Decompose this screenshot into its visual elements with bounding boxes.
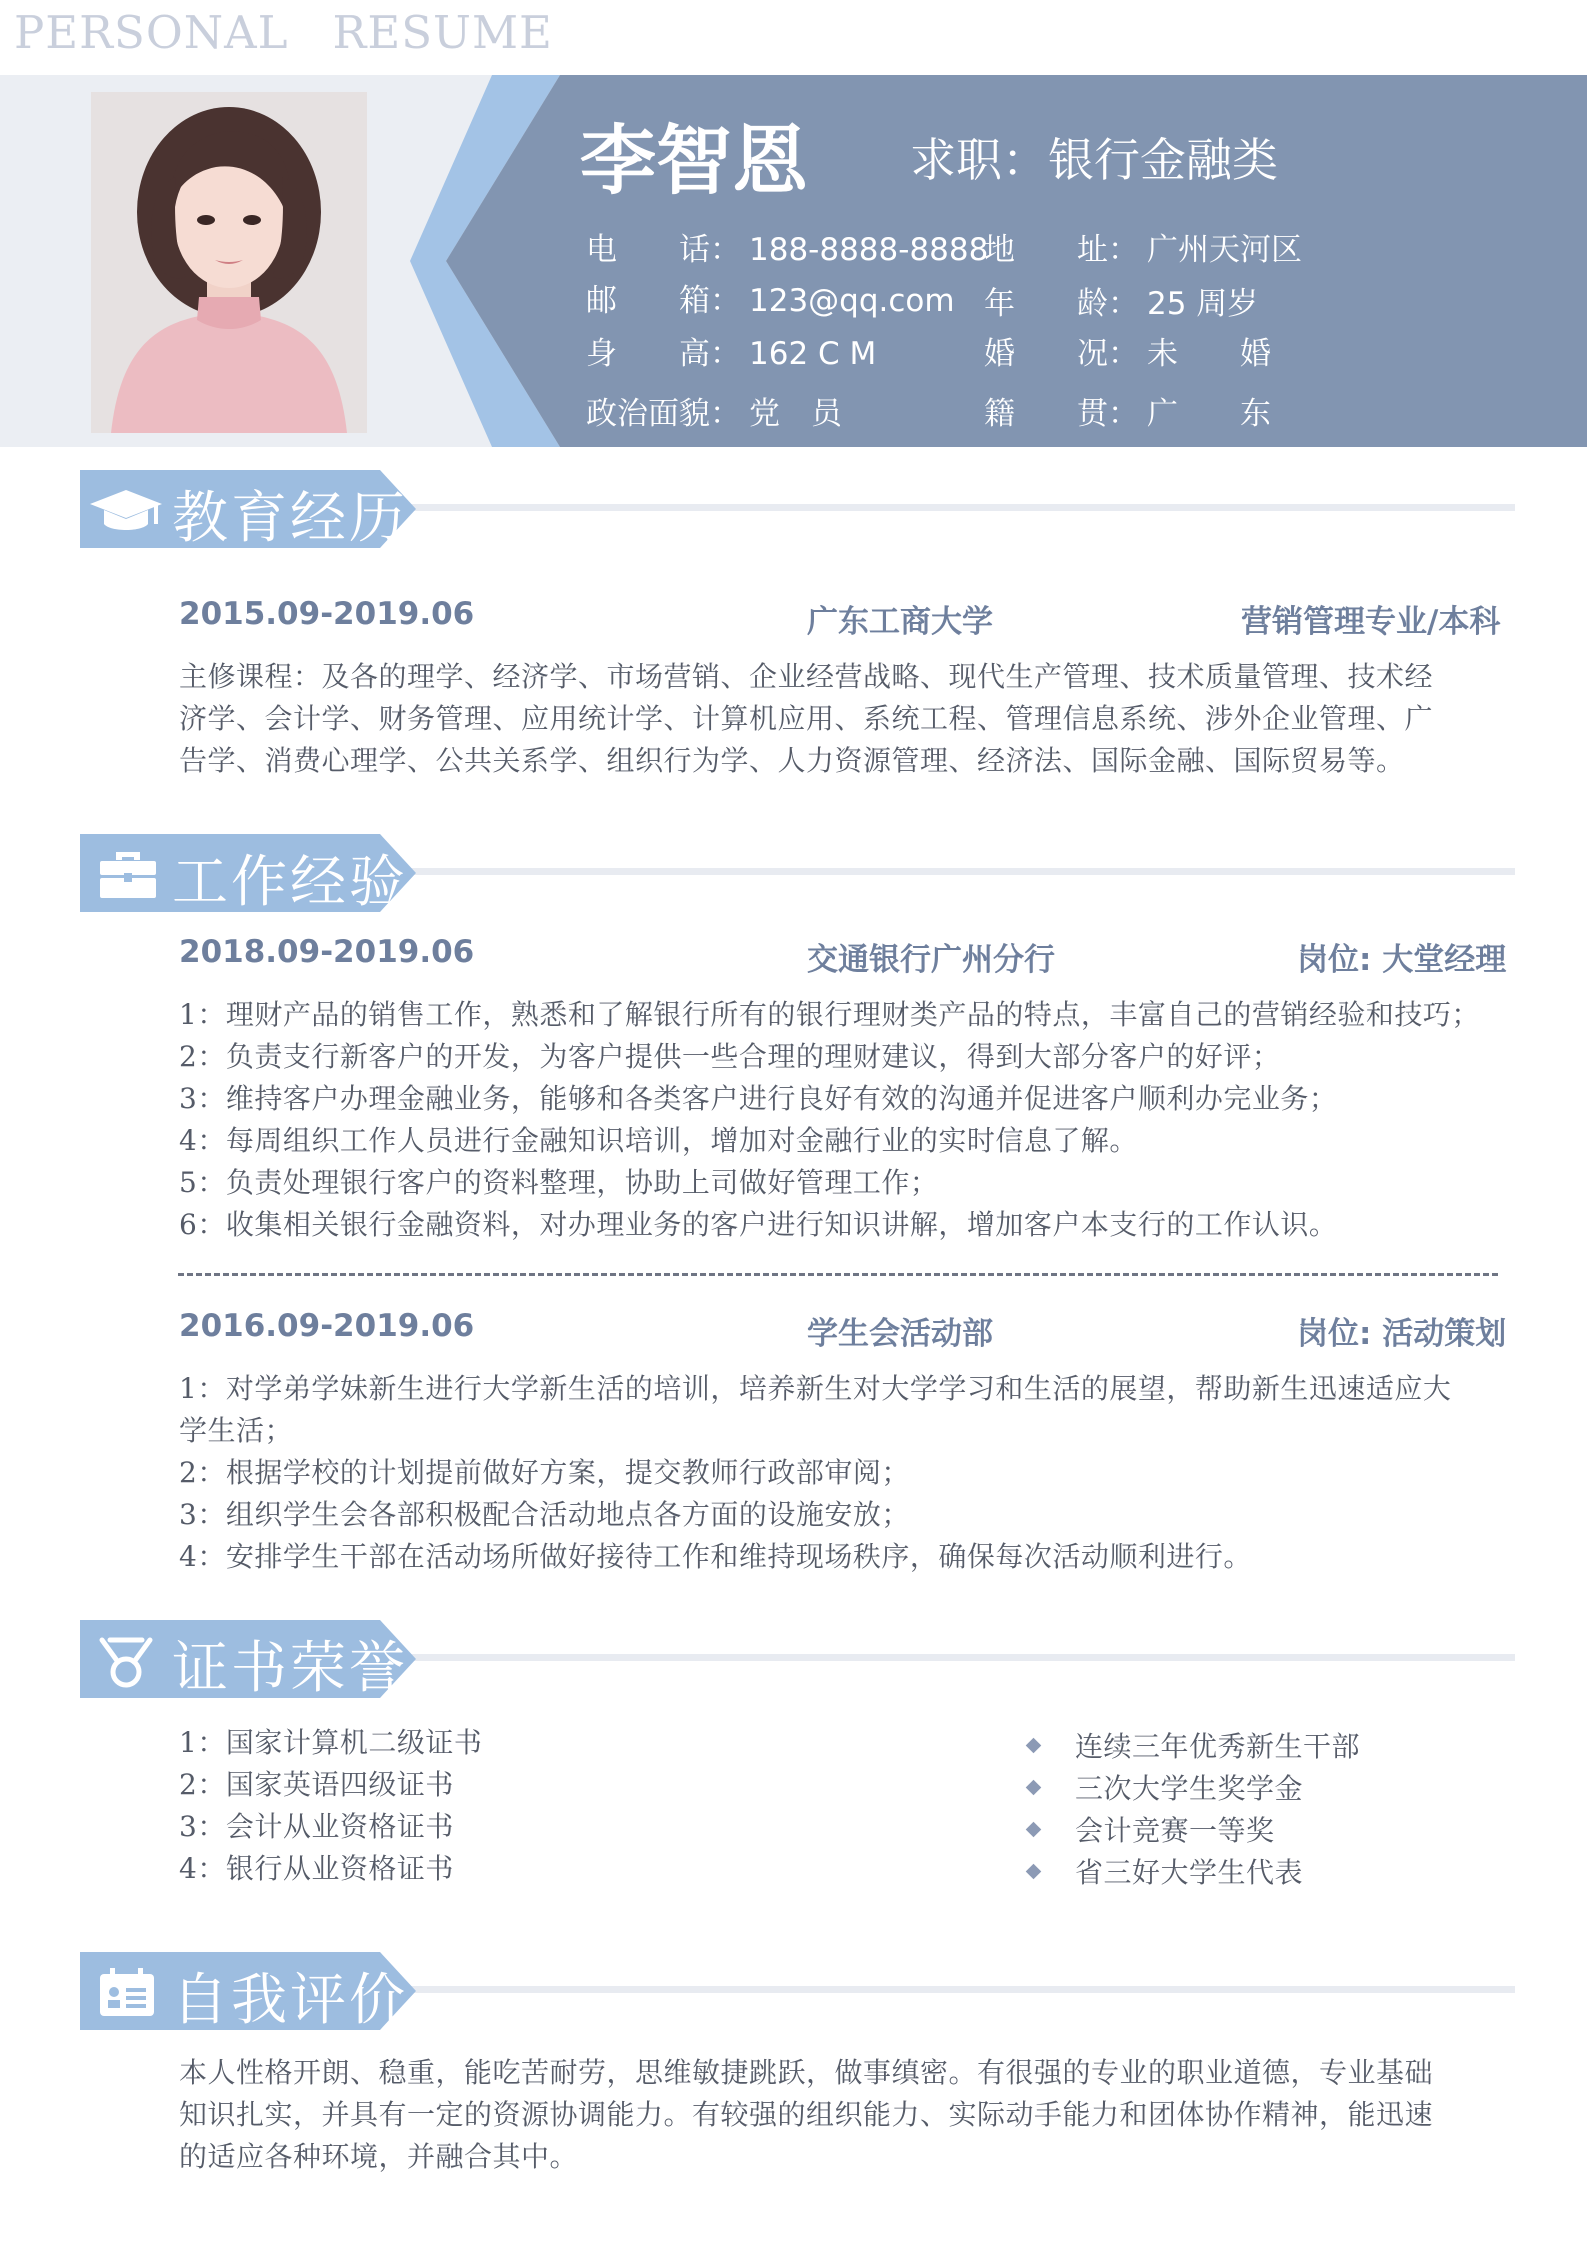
- candidate-name: 李智恩: [580, 116, 808, 205]
- text-line: 知识扎实，并具有一定的资源协调能力。有较强的组织能力、实际动手能力和团体协作精神，能迅速: [179, 2098, 1434, 2131]
- self-evaluation-text: [179, 2052, 1433, 2178]
- info-label: 籍 贯: [984, 396, 1108, 432]
- text-line: 济学、会计学、财务管理、应用统计学、计算机应用、系统工程、管理信息系统、涉外企业管理、广: [179, 702, 1434, 735]
- work-1-org: 交通银行广州分行: [807, 942, 1055, 978]
- diamond-bullet-icon: [1026, 1738, 1042, 1754]
- certificate-item: 3：会计从业资格证书: [179, 1810, 454, 1843]
- duty-item: 2：负责支行新客户的开发，为客户提供一些合理的理财建议，得到大部分客户的好评；: [179, 1040, 1281, 1073]
- self-section-title: 自我评价: [172, 1968, 408, 2033]
- work-divider: [280, 868, 1515, 875]
- certs-section-title: 证书荣誉: [172, 1636, 408, 1701]
- banner-resume: RESUME: [332, 6, 553, 59]
- duty-item: 1：理财产品的销售工作，熟悉和了解银行所有的银行理财类产品的特点，丰富自己的营销经验和技巧；: [179, 998, 1480, 1031]
- diamond-bullet-icon: [1026, 1864, 1042, 1880]
- education-date: 2015.09-2019.06: [179, 596, 475, 632]
- honor-item: 省三好大学生代表: [1028, 1852, 1360, 1894]
- education-divider: [280, 504, 1515, 511]
- work-section-title: 工作经验: [172, 850, 408, 915]
- honor-item: 会计竞赛一等奖: [1028, 1810, 1360, 1852]
- self-divider: [280, 1986, 1515, 1993]
- info-value: 123@qq.com: [749, 283, 955, 319]
- duty-item: 3：维持客户办理金融业务，能够和各类客户进行良好有效的沟通并促进客户顺利办完业务；: [179, 1082, 1338, 1115]
- info-email: 邮 箱： 123@qq.com: [586, 275, 955, 320]
- info-label: 政治面貌: [586, 396, 710, 432]
- info-value: 188-8888-8888: [749, 232, 989, 268]
- work-1-date: 2018.09-2019.06: [179, 934, 475, 970]
- duty-item: 6：收集相关银行金融资料，对办理业务的客户进行知识讲解，增加客户本支行的工作认识。: [179, 1208, 1338, 1241]
- info-value: 162 C M: [749, 336, 877, 372]
- text-line: 告学、消费心理学、公共关系学、组织行为学、人力资源管理、经济法、国际金融、国际贸易等。: [179, 744, 1405, 777]
- info-label: 身 高: [586, 336, 710, 372]
- work-2-post: 岗位: 活动策划: [1297, 1316, 1507, 1352]
- info-value: 未 婚: [1147, 336, 1271, 372]
- info-label: 年 龄: [984, 286, 1108, 322]
- certificate-item: 4：银行从业资格证书: [179, 1852, 454, 1885]
- info-value: 广州天河区: [1147, 232, 1302, 268]
- info-age: 年 龄： 25 周岁: [984, 278, 1258, 323]
- resume-banner-title: [14, 6, 553, 59]
- info-label: 电 话: [586, 232, 710, 268]
- diamond-bullet-icon: [1026, 1822, 1042, 1838]
- duty-item: 1：对学弟学妹新生进行大学新生活的培训，培养新生对大学学习和生活的展望，帮助新生迅速适应大: [179, 1372, 1452, 1405]
- info-value: 党 员: [749, 396, 842, 432]
- honor-item: 三次大学生奖学金: [1028, 1768, 1360, 1810]
- banner-personal: PERSONAL: [14, 6, 289, 59]
- work-2-duties: [179, 1368, 1451, 1578]
- info-marital-status: 婚 况： 未 婚: [984, 328, 1271, 373]
- info-label: 婚 况: [984, 336, 1108, 372]
- certificate-item: 2：国家英语四级证书: [179, 1768, 454, 1801]
- info-label: 地 址: [984, 232, 1108, 268]
- id-card-icon: [100, 1968, 154, 2016]
- text-line: 的适应各种环境，并融合其中。: [179, 2140, 579, 2173]
- info-phone: 电 话： 188-8888-8888: [586, 224, 988, 269]
- work-1-duties: [179, 994, 1480, 1246]
- profile-photo: [91, 92, 367, 433]
- certificate-item: 1：国家计算机二级证书: [179, 1726, 483, 1759]
- job-objective: 求职：银行金融类: [910, 133, 1278, 187]
- duty-item: 学生活；: [179, 1414, 294, 1447]
- duty-item: 3：组织学生会各部积极配合活动地点各方面的设施安放；: [179, 1498, 910, 1531]
- certs-divider: [280, 1654, 1515, 1661]
- info-label: 邮 箱: [586, 283, 710, 319]
- work-2-org: 学生会活动部: [807, 1316, 993, 1352]
- duty-item: 5：负责处理银行客户的资料整理，协助上司做好管理工作；: [179, 1166, 939, 1199]
- education-courses: [179, 656, 1433, 782]
- duty-item: 4：每周组织工作人员进行金融知识培训，增加对金融行业的实时信息了解。: [179, 1124, 1138, 1157]
- info-political-status: 政治面貌： 党 员: [586, 388, 842, 433]
- diamond-bullet-icon: [1026, 1780, 1042, 1796]
- text-line: 本人性格开朗、稳重，能吃苦耐劳，思维敏捷跳跃，做事缜密。有很强的专业的职业道德，专业基础: [179, 2056, 1434, 2089]
- info-height: 身 高： 162 C M: [586, 328, 876, 373]
- work-2-date: 2016.09-2019.06: [179, 1308, 475, 1344]
- text-line: 主修课程：及各的理学、经济学、市场营销、企业经营战略、现代生产管理、技术质量管理、技术经: [179, 660, 1434, 693]
- duty-item: 4：安排学生干部在活动场所做好接待工作和维持现场秩序，确保每次活动顺利进行。: [179, 1540, 1252, 1573]
- info-address: 地 址： 广州天河区: [984, 224, 1302, 269]
- honor-list: [1028, 1726, 1360, 1894]
- honor-item: 连续三年优秀新生干部: [1028, 1726, 1360, 1768]
- education-section-title: 教育经历: [172, 486, 408, 551]
- info-native-place: 籍 贯： 广 东: [984, 388, 1271, 433]
- education-school: 广东工商大学: [807, 604, 993, 640]
- education-major: 营销管理专业/本科: [1241, 604, 1501, 640]
- dashed-separator: [178, 1273, 1498, 1276]
- certificate-list: [179, 1722, 482, 1890]
- duty-item: 2：根据学校的计划提前做好方案，提交教师行政部审阅；: [179, 1456, 910, 1489]
- work-1-post: 岗位: 大堂经理: [1297, 942, 1507, 978]
- info-value: 广 东: [1147, 396, 1271, 432]
- info-value: 25 周岁: [1147, 286, 1259, 322]
